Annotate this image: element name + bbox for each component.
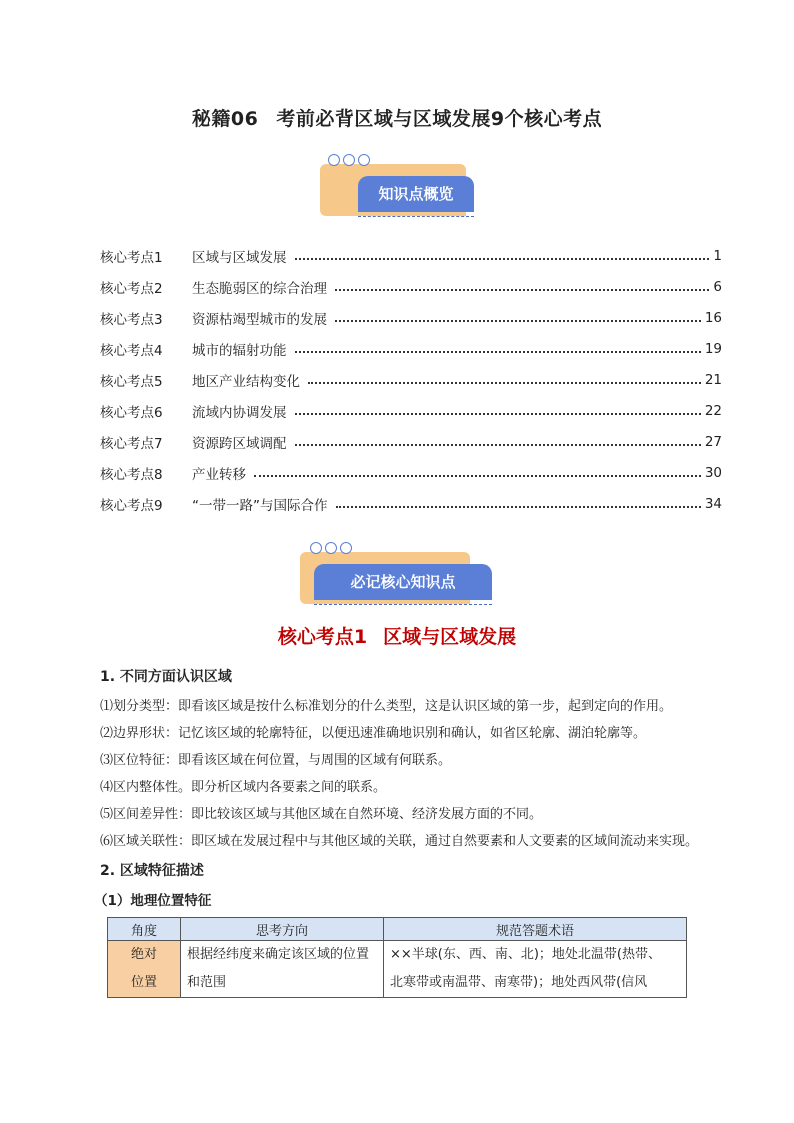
toc-page: 6 [713,278,722,295]
toc-row[interactable] [100,333,722,364]
row-header-line: 绝对 [130,947,157,962]
toc-leader [308,382,701,384]
cell-line: 和范围 [187,975,227,990]
section-number: 核心考点1 [277,626,368,648]
toc-page: 16 [704,309,722,326]
table-of-contents [100,240,722,519]
paragraph-item: ⑵边界形状：记忆该区域的轮廓特征，以便迅速准确地识别和确认，如省区轮廓、湖泊轮廓等。 [100,726,647,741]
toc-leader [254,475,701,477]
subheading-location: （1）地理位置特征 [94,893,212,909]
toc-row[interactable] [100,271,722,302]
toc-page: 30 [704,464,722,481]
toc-page: 34 [704,495,722,512]
table-header-row [108,918,687,941]
paragraph-item: ⑶区位特征：即看该区域在何位置，与周围的区域有何联系。 [100,753,452,768]
toc-number: 核心考点1 [100,249,163,266]
toc-number: 核心考点2 [100,280,163,297]
section-title [0,622,794,649]
overview-banner [318,154,480,222]
key-points-banner [300,542,496,610]
toc-number: 核心考点5 [100,373,163,390]
toc-number: 核心考点7 [100,435,163,452]
toc-row[interactable] [100,302,722,333]
cell-line: ××半球(东、西、南、北)；地处北温带(热带、 [390,947,662,962]
cell-line: 根据经纬度来确定该区域的位置 [187,947,370,962]
key-points-banner-label: 必记核心知识点 [314,564,492,600]
toc-number: 核心考点9 [100,497,163,514]
row-header [108,941,181,998]
heading-understand-region: 1. 不同方面认识区域 [100,669,232,685]
toc-title: “一带一路”与国际合作 [192,497,328,514]
toc-leader [295,351,701,353]
column-header: 规范答题术语 [384,918,687,941]
toc-title: 流域内协调发展 [192,404,287,421]
toc-row[interactable] [100,488,722,519]
toc-page: 1 [713,247,722,264]
paragraph-item: ⑷区内整体性。即分析区域内各要素之间的联系。 [100,780,387,795]
section-name: 区域与区域发展 [383,626,517,648]
toc-row[interactable] [100,457,722,488]
toc-leader [335,320,701,322]
paragraph-item: ⑹区域关联性：即区域在发展过程中与其他区域的关联，通过自然要素和人文要素的区域间流动来实现。 [100,834,699,849]
toc-row[interactable] [100,240,722,271]
toc-page: 27 [704,433,722,450]
toc-row[interactable] [100,426,722,457]
toc-row[interactable] [100,364,722,395]
page-title [0,104,794,131]
toc-number: 核心考点8 [100,466,163,483]
toc-page: 19 [704,340,722,357]
title-main: 考前必背区域与区域发展9个核心考点 [276,108,603,130]
toc-title: 区域与区域发展 [192,249,287,266]
toc-title: 资源跨区域调配 [192,435,287,452]
table-row [108,941,687,998]
cell-line: 北寒带或南温带、南寒带)；地处西风带(信风 [390,975,648,990]
column-header: 思考方向 [181,918,384,941]
toc-title: 地区产业结构变化 [192,373,300,390]
toc-leader [295,258,710,260]
toc-number: 核心考点4 [100,342,163,359]
column-header: 角度 [108,918,181,941]
location-features-table [107,917,687,998]
toc-title: 生态脆弱区的综合治理 [192,280,327,297]
toc-leader [295,444,701,446]
title-prefix: 秘籍06 [191,108,259,130]
table-cell [181,941,384,998]
toc-title: 资源枯竭型城市的发展 [192,311,327,328]
paragraph-item: ⑸区间差异性：即比较该区域与其他区域在自然环境、经济发展方面的不同。 [100,807,543,822]
toc-leader [295,413,701,415]
toc-title: 城市的辐射功能 [192,342,287,359]
heading-region-features: 2. 区域特征描述 [100,863,204,879]
toc-number: 核心考点6 [100,404,163,421]
toc-page: 22 [704,402,722,419]
toc-page: 21 [704,371,722,388]
toc-row[interactable] [100,395,722,426]
toc-leader [335,289,709,291]
paragraph-item: ⑴划分类型：即看该区域是按什么标准划分的什么类型，这是认识区域的第一步，起到定向的作用。 [100,699,673,714]
table-cell [384,941,687,998]
toc-title: 产业转移 [192,466,246,483]
toc-number: 核心考点3 [100,311,163,328]
toc-leader [336,506,701,508]
overview-banner-label: 知识点概览 [358,176,474,212]
row-header-line: 位置 [130,975,157,990]
